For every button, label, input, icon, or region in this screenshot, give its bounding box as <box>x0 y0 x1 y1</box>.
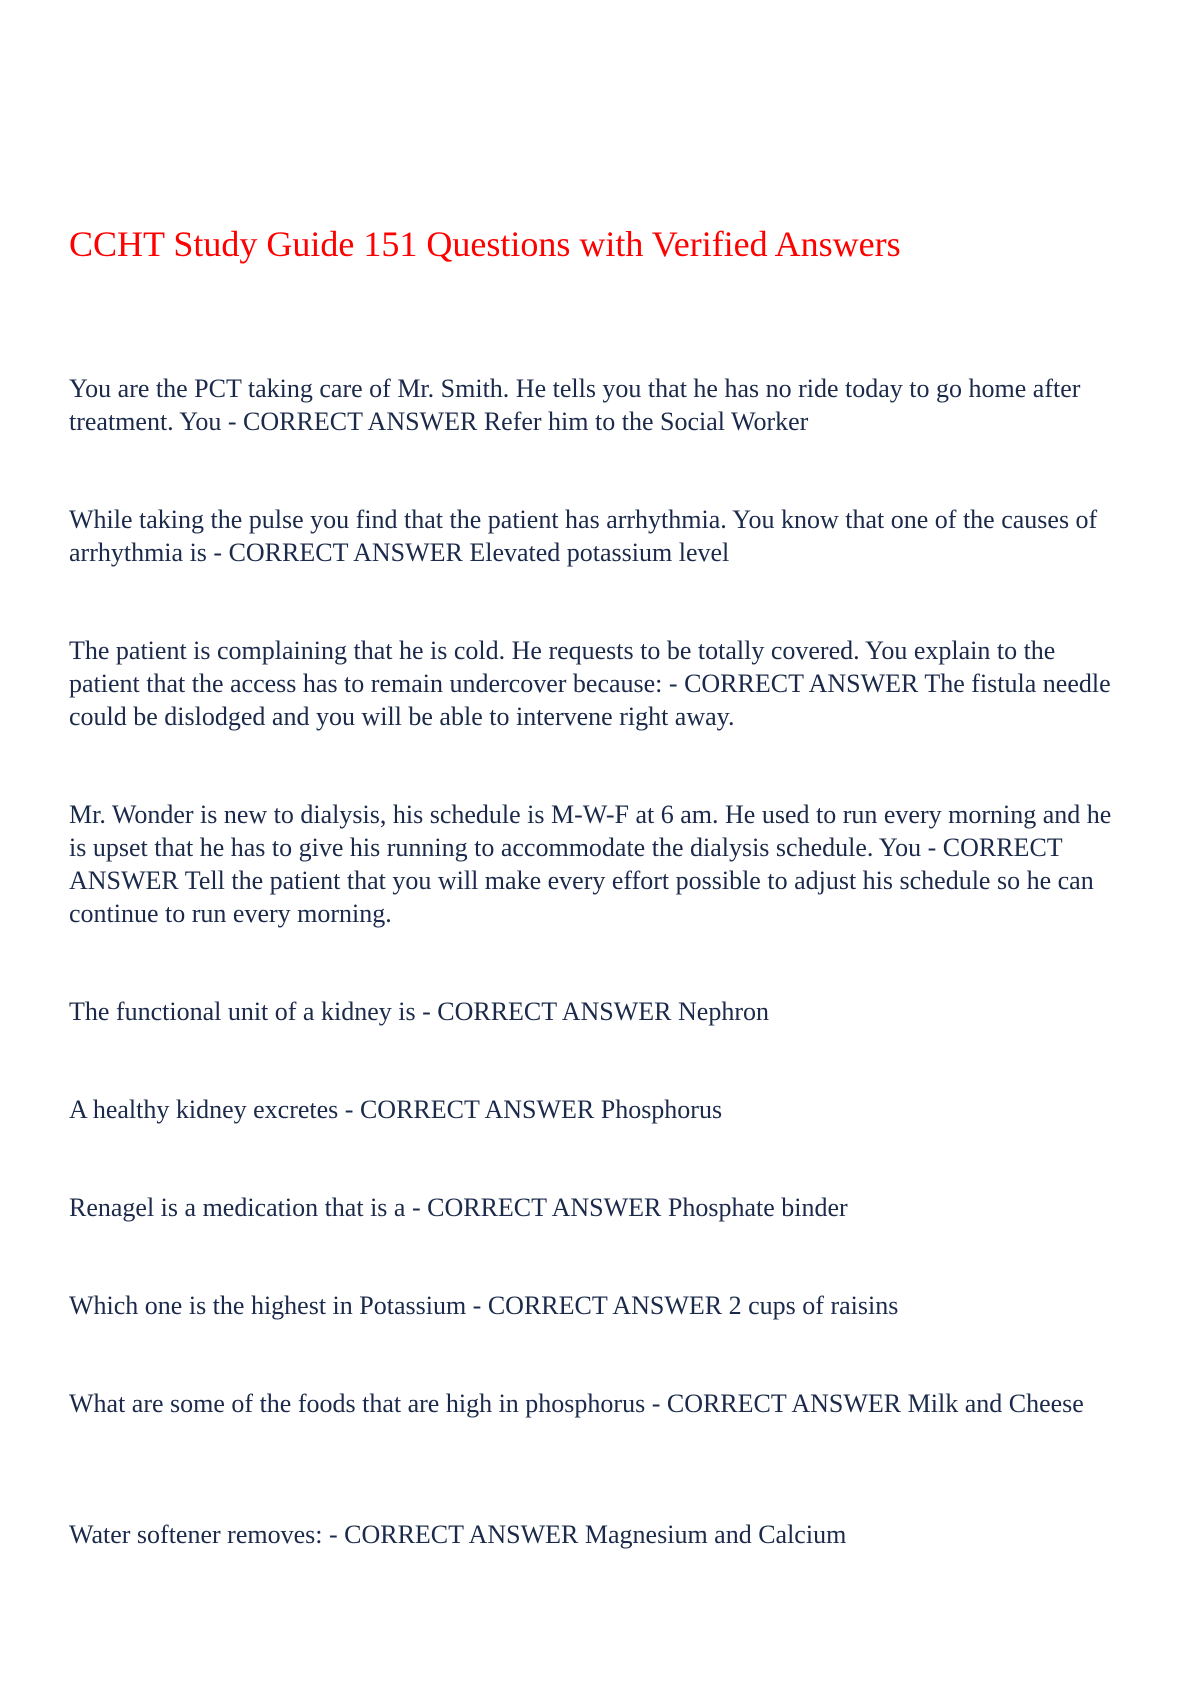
qa-item-7: Renagel is a medication that is a - CORRECT ANSWER Phosphate binder <box>69 1193 848 1222</box>
qa-item-5: The functional unit of a kidney is - CORRECT ANSWER Nephron <box>69 997 769 1026</box>
qa-item-4: Mr. Wonder is new to dialysis, his schedule is M-W-F at 6 am. He used to run every morning and he is upset that he has to give his running to accommodate the dialysis schedule. You - CORRECT ANSWER Tell the patient that you will make every effort possible to adjust his schedule so he can continue to run every morning. <box>69 800 1112 928</box>
qa-item-1: You are the PCT taking care of Mr. Smith. He tells you that he has no ride today to go home after treatment. You - CORRECT ANSWER Refer him to the Social Worker <box>69 374 1081 436</box>
qa-item-6: A healthy kidney excretes - CORRECT ANSWER Phosphorus <box>69 1095 723 1124</box>
qa-item-9: What are some of the foods that are high in phosphorus - CORRECT ANSWER Milk and Cheese <box>69 1389 1084 1418</box>
qa-item-2: While taking the pulse you find that the patient has arrhythmia. You know that one of the causes of arrhythmia is - CORRECT ANSWER Elevated potassium level <box>69 505 1098 567</box>
qa-item-8: Which one is the highest in Potassium - CORRECT ANSWER 2 cups of raisins <box>69 1291 899 1320</box>
document-title: CCHT Study Guide 151 Questions with Verified Answers <box>69 224 901 264</box>
qa-item-3: The patient is complaining that he is cold. He requests to be totally covered. You explain to the patient that the access has to remain undercover because: - CORRECT ANSWER The fistula needle could be dislodged and you will be able to intervene right away. <box>69 636 1111 731</box>
qa-item-10: Water softener removes: - CORRECT ANSWER Magnesium and Calcium <box>69 1520 847 1549</box>
